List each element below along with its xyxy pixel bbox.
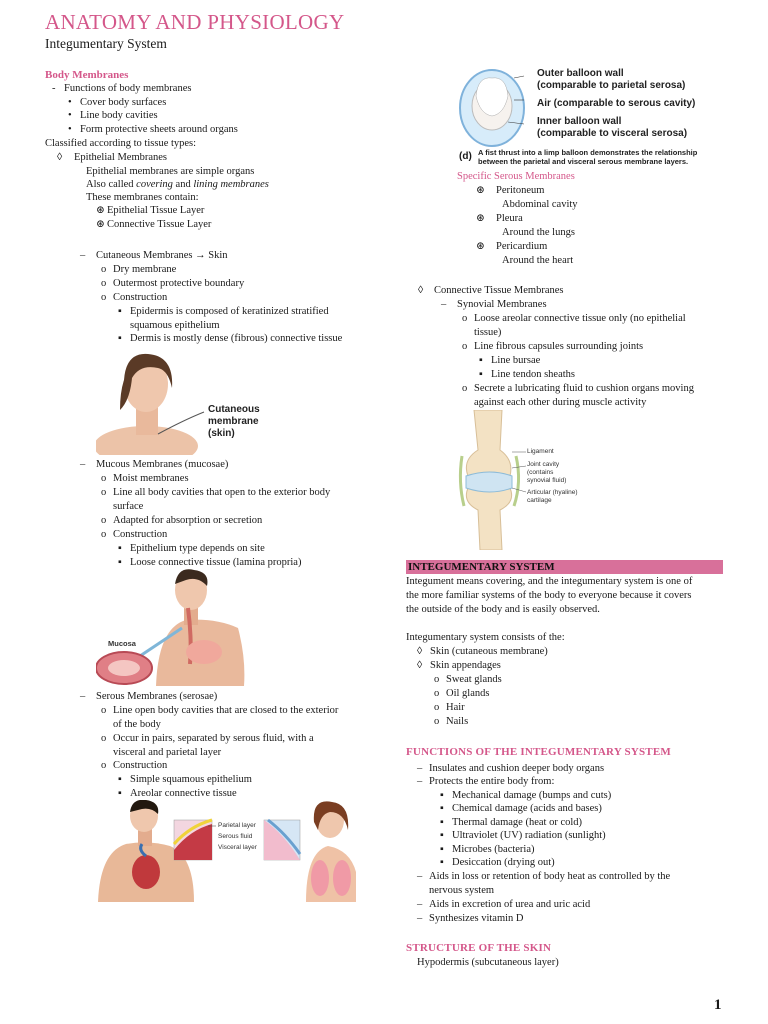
page-title: ANATOMY AND PHYSIOLOGY — [45, 10, 345, 34]
page-subtitle: Integumentary System — [45, 36, 167, 51]
list-item: o Outermost protective boundary — [101, 278, 245, 289]
list-item: • Form protective sheets around organs — [68, 124, 238, 135]
list-item-cont: of the body — [113, 719, 161, 730]
list-item-cont: nervous system — [429, 885, 495, 896]
synovial-heading: – Synovial Membranes — [441, 299, 547, 310]
balloon-figure — [458, 66, 528, 148]
specific-heading: Specific Serous Membranes — [457, 171, 575, 182]
list-item: o Occur in pairs, separated by serous fluid, with a — [101, 733, 314, 744]
list-item: ▪ Areolar connective tissue — [118, 788, 237, 799]
balloon-caption: A fist thrust into a limp balloon demonstrates the relationship between the parietal and visceral serous membrane layers. — [478, 148, 698, 166]
epithelial-heading: ◊ Epithelial Membranes — [57, 152, 168, 163]
list-item: ▪ Ultraviolet (UV) radiation (sunlight) — [440, 830, 606, 841]
list-item: o Oil glands — [434, 688, 490, 699]
list-item: • Cover body surfaces — [68, 97, 167, 108]
cutaneous-heading: – Cutaneous Membranes → Skin — [80, 250, 228, 261]
list-item: ▪ Epithelium type depends on site — [118, 543, 265, 554]
balloon-label-air: Air (comparable to serous cavity) — [537, 98, 696, 109]
mucosa-figure — [96, 568, 246, 686]
list-item: ▪ Line tendon sheaths — [479, 369, 575, 380]
list-item: ▪ Microbes (bacteria) — [440, 844, 535, 855]
list-item: ▪ Chemical damage (acids and bases) — [440, 803, 602, 814]
list-item: – Insulates and cushion deeper body organs — [417, 763, 605, 774]
structure-heading: STRUCTURE OF THE SKIN — [406, 942, 552, 954]
list-item: – Synthesizes vitamin D — [417, 913, 524, 924]
functions-heading: FUNCTIONS OF THE INTEGUMENTARY SYSTEM — [406, 746, 671, 758]
joint-labels: Ligament Joint cavity (contains synovial fluid) Articular (hyaline) cartilage — [527, 448, 578, 504]
list-item: o Sweat glands — [434, 674, 502, 685]
list-item: o Line fibrous capsules surrounding joints — [462, 341, 644, 352]
also-called-line: Also called covering and lining membranes — [86, 179, 269, 190]
list-item: o Loose areolar connective tissue only (no epithelial — [462, 313, 686, 324]
list-item-cont: tissue) — [474, 327, 502, 338]
consists-text: Integumentary system consists of the: — [406, 632, 565, 643]
specific-item-peritoneum: ⊛ Peritoneum — [476, 185, 545, 196]
structure-item: Hypodermis (subcutaneous layer) — [417, 957, 559, 968]
list-item: ▪ Epidermis is composed of keratinized stratified — [118, 306, 329, 317]
integ-paragraph: the more familiar systems of the body to everyone because it covers — [406, 590, 692, 601]
list-item: o Nails — [434, 716, 469, 727]
epithelial-line: Epithelial membranes are simple organs — [86, 166, 255, 177]
list-item: – Protects the entire body from: — [417, 776, 555, 787]
functions-item: - Functions of body membranes — [52, 83, 192, 94]
integ-paragraph: the outside of the body and is easily observed. — [406, 604, 600, 615]
list-item: o Line open body cavities that are closed to the exterior — [101, 705, 339, 716]
list-item-cont: squamous epithelium — [130, 320, 220, 331]
list-item-cont: against each other during muscle activity — [474, 397, 647, 408]
list-item: ▪ Mechanical damage (bumps and cuts) — [440, 790, 612, 801]
list-item: o Construction — [101, 760, 168, 771]
list-item-cont: visceral and parietal layer — [113, 747, 222, 758]
list-item: ▪ Dermis is mostly dense (fibrous) connective tissue — [118, 333, 343, 344]
list-item: o Adapted for absorption or secretion — [101, 515, 263, 526]
mucous-heading: – Mucous Membranes (mucosae) — [80, 459, 229, 470]
serous-fig-labels: Parietal layer Serous fluid Visceral layer — [218, 822, 257, 851]
list-item: o Line all body cavities that open to the exterior body — [101, 487, 331, 498]
list-item: ▪ Simple squamous epithelium — [118, 774, 252, 785]
mucosa-caption: Mucosa — [108, 639, 136, 648]
specific-desc: Around the heart — [502, 255, 574, 266]
list-item: ▪ Thermal damage (heat or cold) — [440, 817, 583, 828]
list-item: ▪ Loose connective tissue (lamina propria) — [118, 557, 302, 568]
balloon-label-outer: Outer balloon wall (comparable to parietal serosa) — [537, 68, 686, 91]
list-item: o Secrete a lubricating fluid to cushion organs moving — [462, 383, 694, 394]
list-item: ▪ Desiccation (drying out) — [440, 857, 555, 868]
balloon-caption-letter: (d) — [459, 151, 472, 162]
integ-paragraph: Integument means covering, and the integumentary system is one of — [406, 576, 693, 587]
list-item: o Hair — [434, 702, 465, 713]
page-number: 1 — [714, 997, 722, 1013]
list-item-cont: surface — [113, 501, 144, 512]
list-item: o Construction — [101, 292, 168, 303]
list-item: – Aids in loss or retention of body heat as controlled by the — [417, 871, 671, 882]
list-item: ▪ Line bursae — [479, 355, 541, 366]
epithelial-line: These membranes contain: — [86, 192, 199, 203]
list-item: ⊛ Epithelial Tissue Layer — [96, 205, 205, 216]
list-item: ◊ Skin appendages — [417, 660, 501, 671]
list-item: o Moist membranes — [101, 473, 189, 484]
serous-heading: – Serous Membranes (serosae) — [80, 691, 218, 702]
specific-item-pericardium: ⊛ Pericardium — [476, 241, 548, 252]
list-item: o Construction — [101, 529, 168, 540]
integ-heading: INTEGUMENTARY SYSTEM — [406, 560, 723, 574]
balloon-label-inner: Inner balloon wall (comparable to visceral serosa) — [537, 116, 688, 139]
specific-item-pleura: ⊛ Pleura — [476, 213, 523, 224]
specific-desc: Abdominal cavity — [502, 199, 578, 210]
list-item: • Line body cavities — [68, 110, 158, 121]
list-item: – Aids in excretion of urea and uric acid — [417, 899, 591, 910]
list-item: ◊ Skin (cutaneous membrane) — [417, 646, 548, 657]
classified-text: Classified according to tissue types: — [45, 138, 197, 149]
list-item: o Dry membrane — [101, 264, 177, 275]
connective-heading: ◊ Connective Tissue Membranes — [418, 285, 564, 296]
cutaneous-caption: Cutaneous membrane (skin) — [208, 404, 260, 439]
list-item: ⊛ Connective Tissue Layer — [96, 219, 212, 230]
specific-desc: Around the lungs — [502, 227, 575, 238]
body-membranes-heading: Body Membranes — [45, 69, 129, 81]
